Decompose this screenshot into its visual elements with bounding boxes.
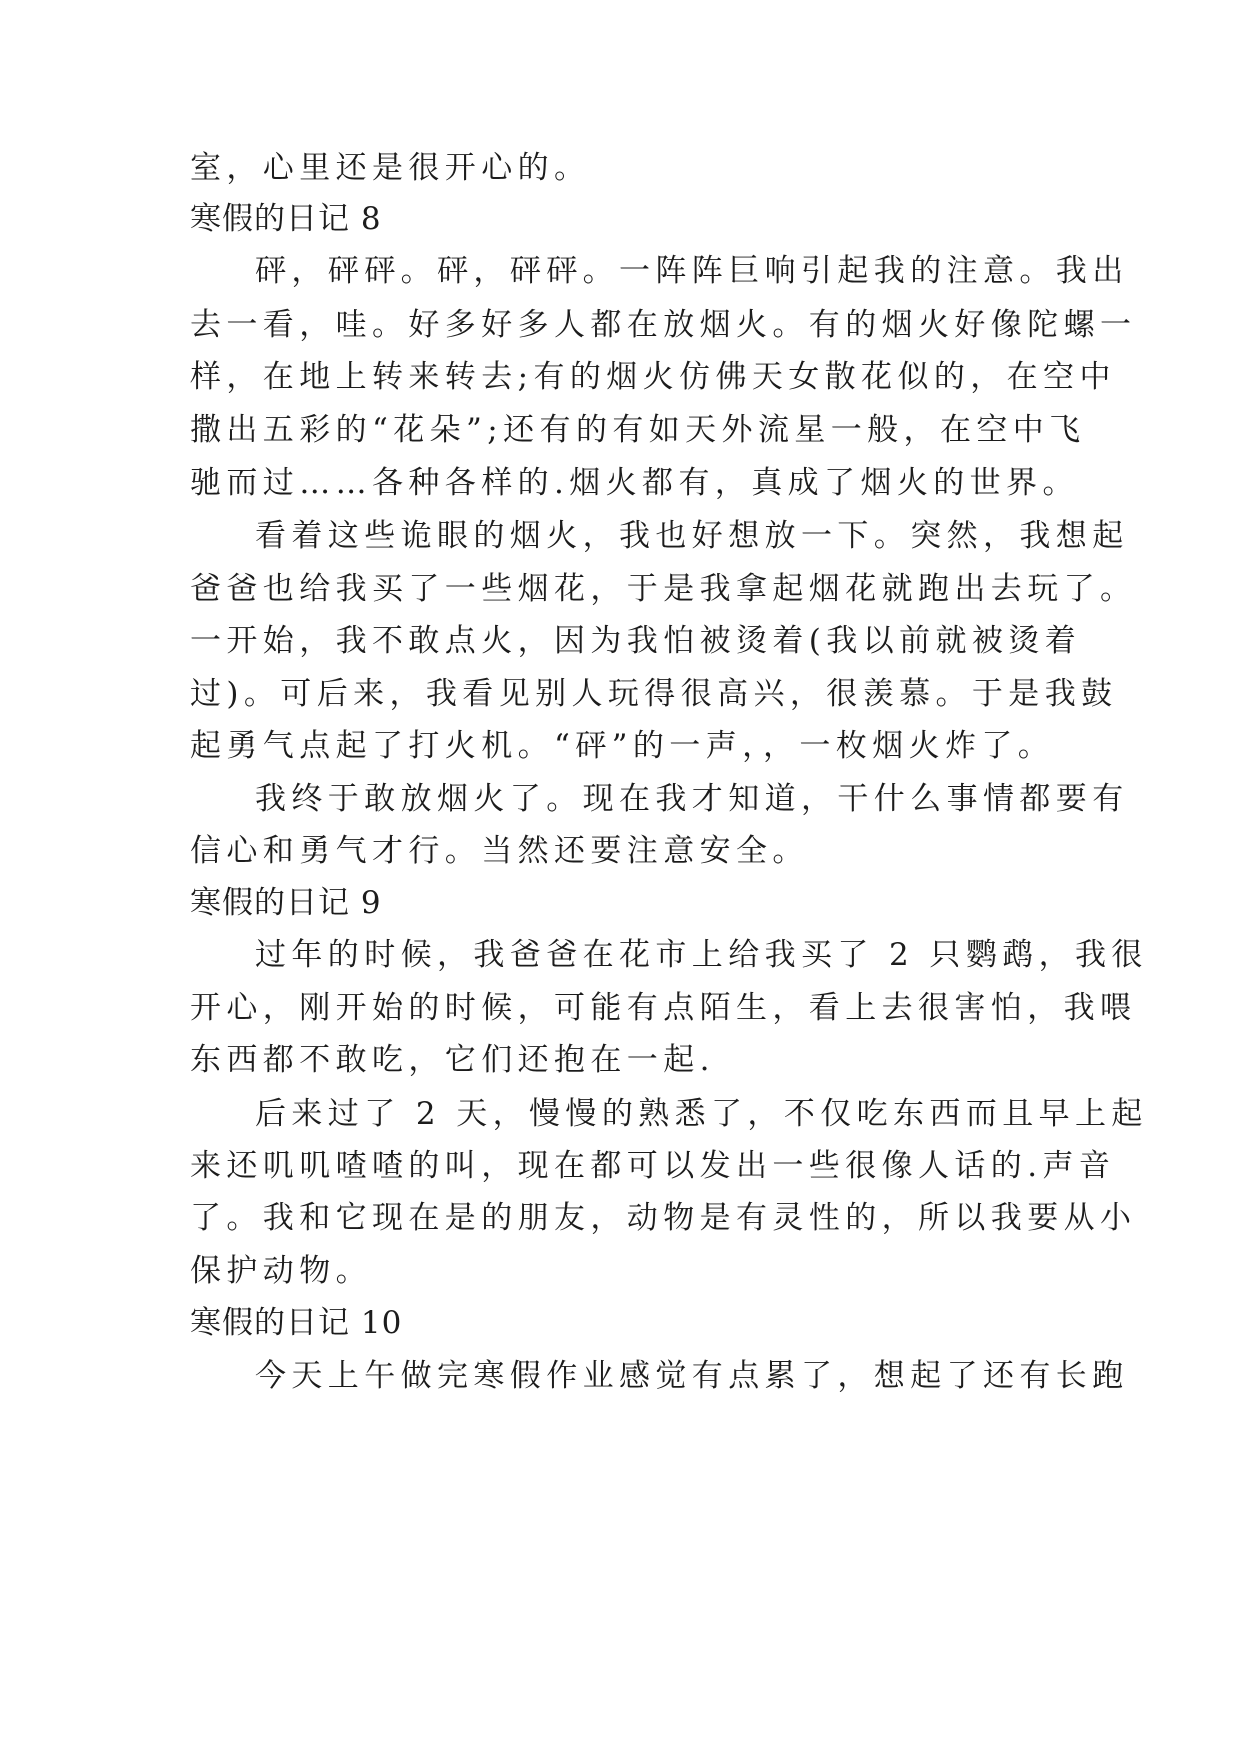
paragraph-line: 东西都不敢吃，它们还抱在一起. bbox=[190, 1042, 715, 1078]
paragraph-line: 看着这些诡眼的烟火，我也好想放一下。突然，我想起 bbox=[255, 518, 1129, 554]
paragraph-line: 砰，砰砰。砰，砰砰。一阵阵巨响引起我的注意。我出 bbox=[255, 253, 1129, 289]
paragraph-line: 信心和勇气才行。当然还要注意安全。 bbox=[190, 833, 809, 869]
paragraph-line: 开心，刚开始的时候，可能有点陌生，看上去很害怕，我喂 bbox=[190, 990, 1137, 1026]
diary-heading-10: 寒假的日记 10 bbox=[190, 1305, 403, 1341]
paragraph-line: 驰而过……各种各样的.烟火都有，真成了烟火的世界。 bbox=[190, 465, 1079, 501]
paragraph-line: 起勇气点起了打火机。“砰”的一声，，一枚烟火炸了。 bbox=[190, 728, 1055, 764]
paragraph-line: 我终于敢放烟火了。现在我才知道，干什么事情都要有 bbox=[255, 781, 1129, 817]
paragraph-line: 去一看，哇。好多好多人都在放烟火。有的烟火好像陀螺一 bbox=[190, 307, 1137, 343]
paragraph-line: 后来过了 2 天，慢慢的熟悉了，不仅吃东西而且早上起 bbox=[255, 1096, 1148, 1132]
diary-heading-8: 寒假的日记 8 bbox=[190, 201, 382, 237]
paragraph-line: 样，在地上转来转去;有的烟火仿佛天女散花似的，在空中 bbox=[190, 359, 1116, 395]
paragraph-line: 一开始，我不敢点火，因为我怕被烫着(我以前就被烫着 bbox=[190, 623, 1082, 659]
paragraph-line: 撒出五彩的“花朵”;还有的有如天外流星一般，在空中飞 bbox=[190, 412, 1086, 448]
paragraph-line: 保护动物。 bbox=[190, 1253, 372, 1289]
paragraph-line: 今天上午做完寒假作业感觉有点累了，想起了还有长跑 bbox=[255, 1358, 1129, 1394]
paragraph-line: 室，心里还是很开心的。 bbox=[190, 150, 591, 186]
paragraph-line: 了。我和它现在是的朋友，动物是有灵性的，所以我要从小 bbox=[190, 1200, 1137, 1236]
paragraph-line: 过年的时候，我爸爸在花市上给我买了 2 只鹦鹉，我很 bbox=[255, 937, 1148, 973]
paragraph-line: 过)。可后来，我看见别人玩得很高兴，很羡慕。于是我鼓 bbox=[190, 676, 1118, 712]
paragraph-line: 来还叽叽喳喳的叫，现在都可以发出一些很像人话的.声音 bbox=[190, 1148, 1116, 1184]
diary-heading-9: 寒假的日记 9 bbox=[190, 885, 382, 921]
paragraph-line: 爸爸也给我买了一些烟花，于是我拿起烟花就跑出去玩了。 bbox=[190, 571, 1137, 607]
